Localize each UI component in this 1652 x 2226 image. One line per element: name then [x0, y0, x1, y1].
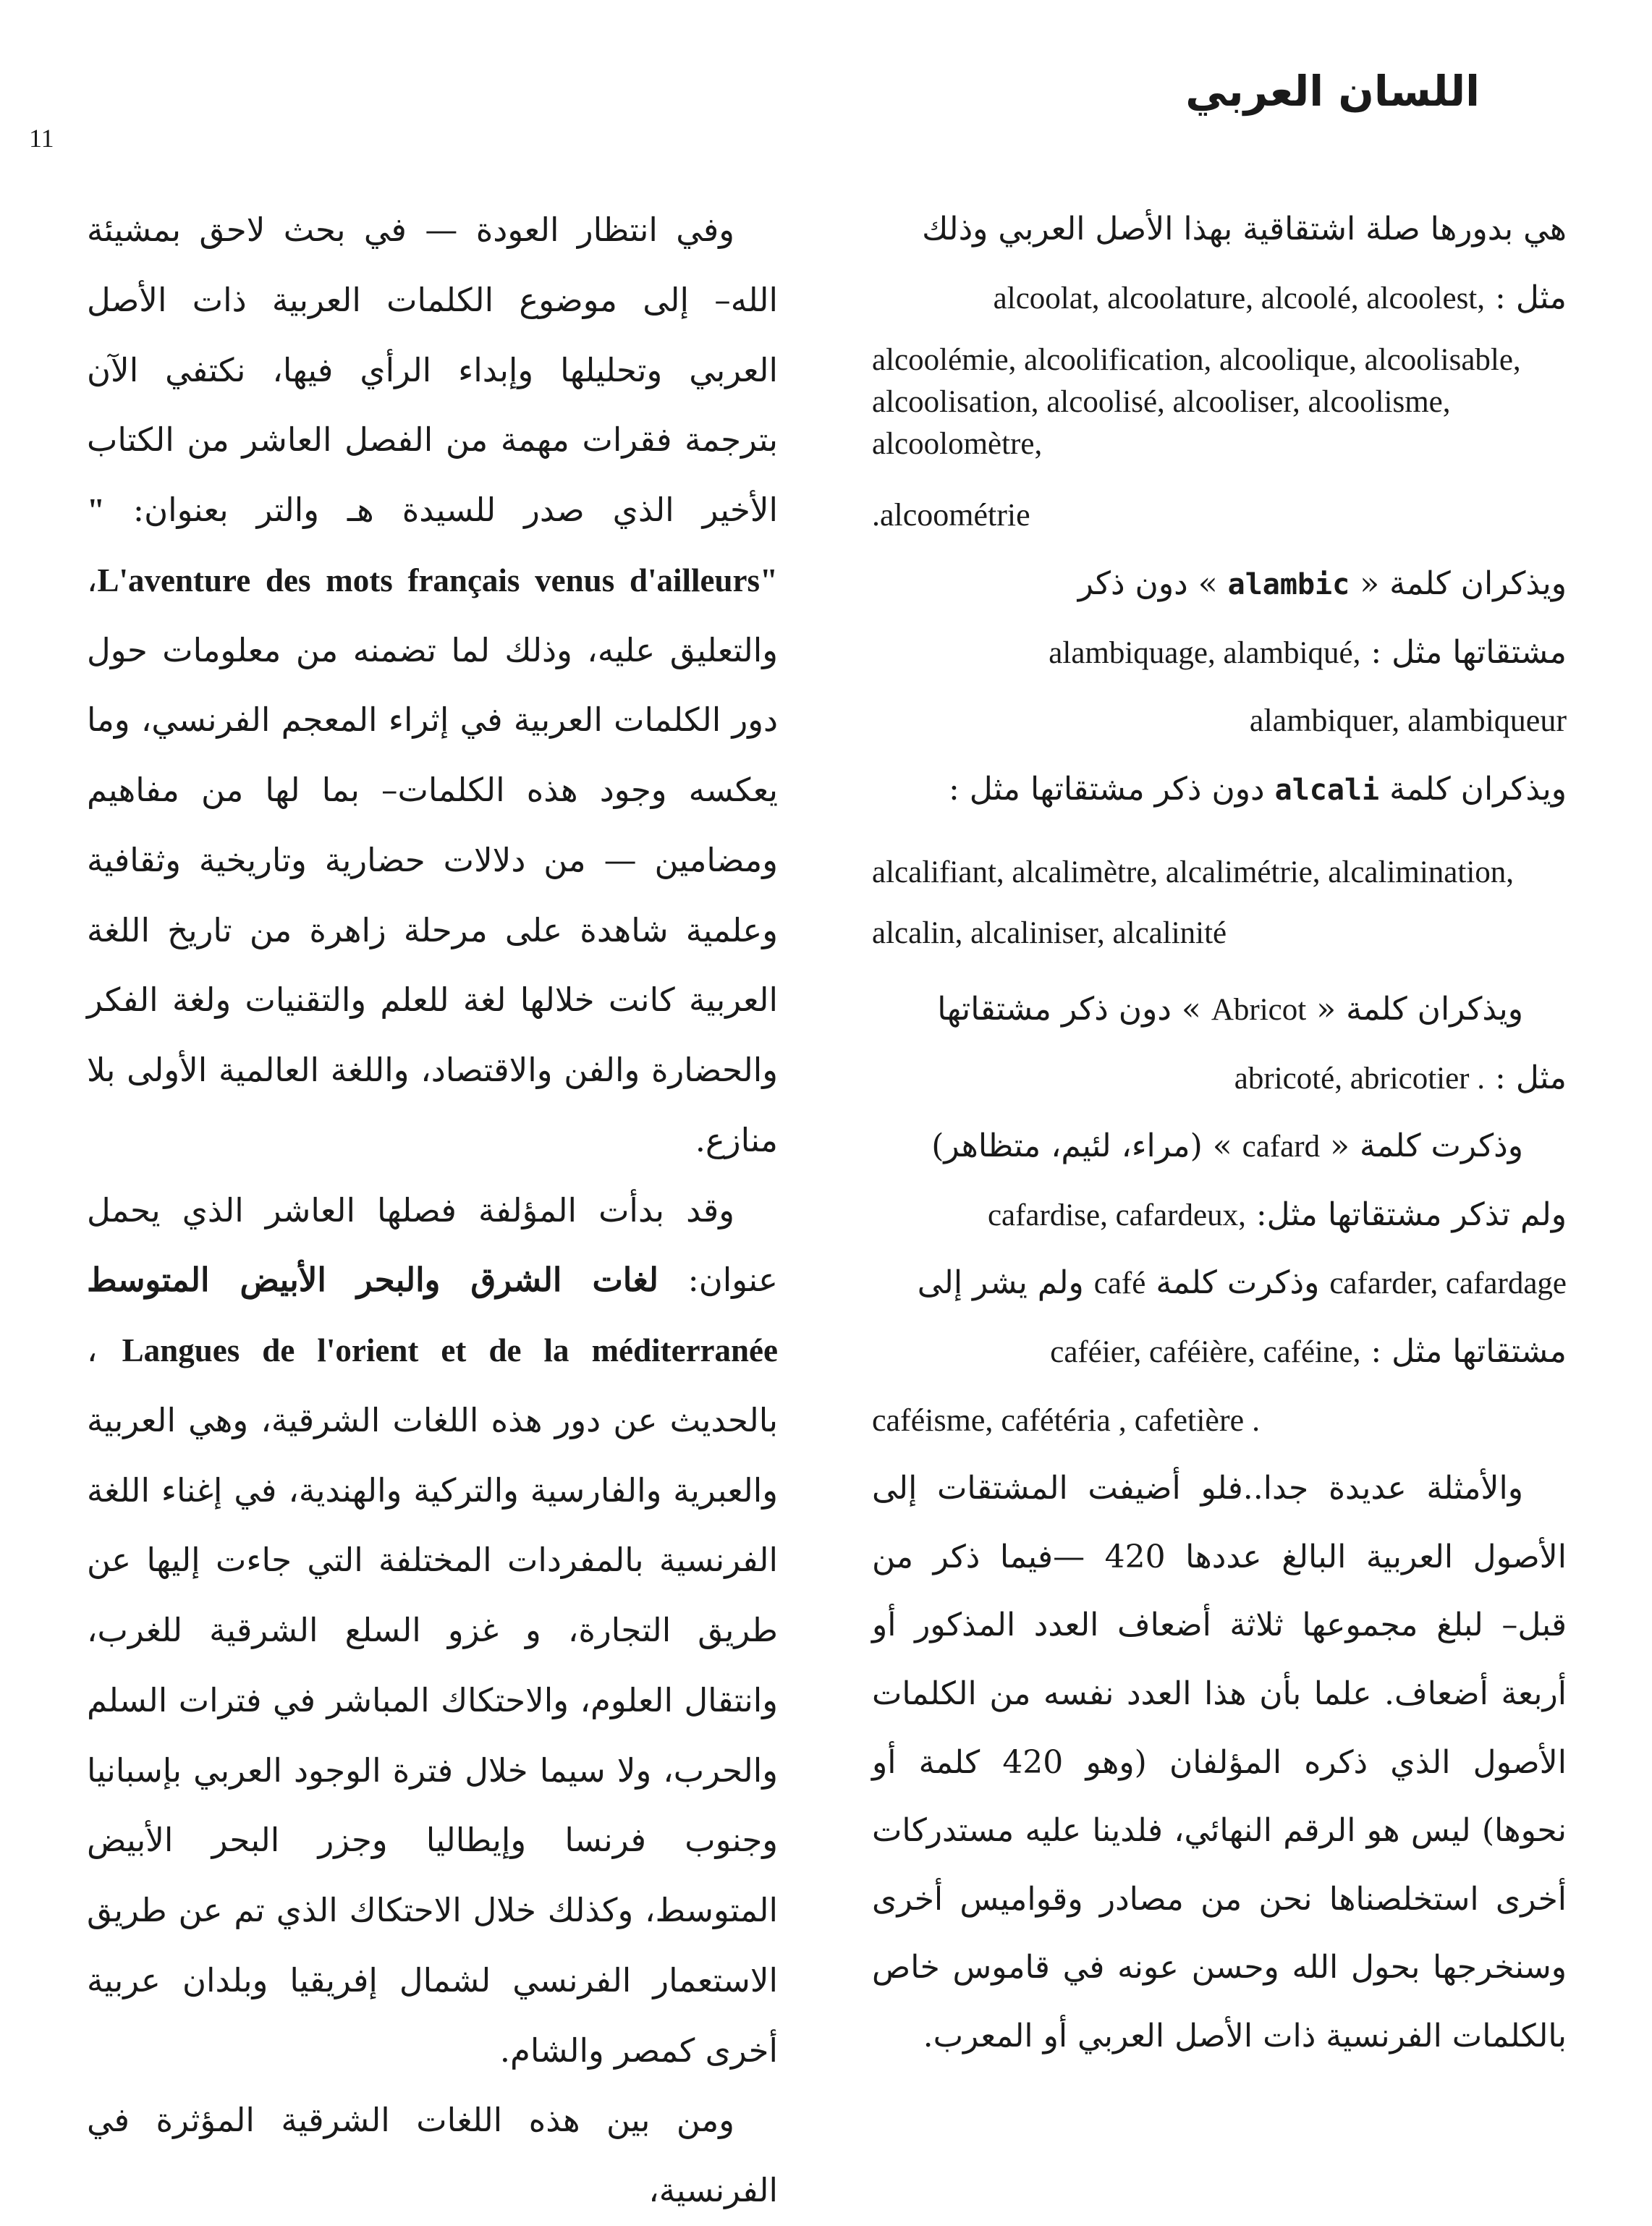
french-term: café — [1093, 1266, 1146, 1301]
paragraph: ولم تذكر مشتقاتها مثل: cafardise, cafardeux, — [987, 1195, 1567, 1233]
paragraph: وقد بدأت المؤلفة فصلها العاشر الذي يحمل عنوان: لغات الشرق والبحر الأبيض المتوسط Langues de l'orient et de la méditerranée ، بالحديث عن دور هذه اللغات الشرقية، وهي العربية والعبرية والفارسية والتركية والهندية، في إغناء اللغة الفرنسية بالمفردات المختلفة التي جاءت إليها عن طريق التجارة، و غزو السلع الشرقية للغرب، وانتقال العلوم، والاحتكاك المباشر في فترات السلم والحرب، ولا سيما خلال فترة الوجود العربي بإسبانيا وجنوب فرنسا وإيطاليا وجزر البحر الأبيض المتوسط، وكذلك خلال الاحتكاك الذي تم عن طريق الاستعمار الفرنسي لشمال إفريقيا وبلدان عربية أخرى كمصر والشام. — [87, 1190, 778, 2070]
paragraph: وذكرت كلمة « cafard » (مراء، لئيم، متظاهر) — [931, 1127, 1523, 1165]
french-term: Abricot — [1211, 992, 1307, 1027]
french-term-list: alcalifiant, alcalimètre, alcalimétrie, alcalimination, alcalin, alcaliniser, alcalinité — [872, 855, 1515, 951]
french-term: cafarder, cafardage — [1329, 1266, 1567, 1301]
paragraph: والأمثلة عديدة جدا..فلو أضيفت المشتقات إلى الأصول العربية البالغ عددها 420 —فيما ذكر من قبل– لبلغ مجموعها ثلاثة أضعاف العدد المذكور أو أربعة أضعاف. علما بأن هذا العدد نفسه من الكلمات الأصول الذي ذكره المؤلفان (وهو 420 كلمة أو نحوها) ليس هو الرقم النهائي، فلدينا عليه مستدركات أخرى استخلصناها نحن من مصادر وقواميس أخرى وسنخرجها بحول الله وحسن عونه في قاموس خاص بالكلمات الفرنسية ذات الأصل العربي أو المعرب. — [872, 1470, 1567, 2054]
chapter-title-french: Langues de l'orient et de la méditerranée — [122, 1332, 778, 1368]
french-term: cafardise, cafardeux, — [987, 1198, 1246, 1232]
french-term-list: alambiquer, alambiqueur — [1249, 703, 1567, 739]
paragraph: مشتقاتها مثل : caféier, caféière, caféine, — [1050, 1332, 1567, 1370]
paragraph: مشتقاتها مثل : alambiquage, alambiqué, — [1049, 633, 1567, 671]
french-term: cafard — [1242, 1130, 1321, 1164]
french-term: abricoté, abricotier . — [1234, 1061, 1486, 1096]
chapter-title: لغات الشرق والبحر الأبيض المتوسط — [87, 1261, 658, 1300]
french-term-list: .alcoométrie — [872, 497, 1030, 533]
french-term: alambic — [1227, 567, 1350, 601]
french-term: alcali — [1274, 773, 1380, 807]
paragraph: وفي انتظار العودة — في بحث لاحق بمشيئة الله– إلى موضوع الكلمات العربية ذات الأصل العربي وتحليلها وإبداء الرأي فيها، نكتفي الآن بترجمة فقرات مهمة من الفصل العاشر من الكتاب الأخير الذي صدر للسيدة هـ والتر بعنوان: " L'aventure des mots français venus d'ailleurs"، والتعليق عليه، وذلك لما تضمنه من معلومات حول دور الكلمات العربية في إثراء المعجم الفرنسي، وما يعكسه وجود هذه الكلمات– بما لها من مفاهيم ومضامين — من دلالات حضارية وتاريخية وثقافية وعلمية شاهدة على مرحلة زاهرة من تاريخ اللغة العربية كانت خلالها لغة للعلم والتقنيات ولغة الفكر والحضارة والفن والاقتصاد، واللغة العالمية الأولى بلا منازع. — [87, 211, 778, 1159]
paragraph: هي بدورها صلة اشتقاقية بهذا الأصل العربي وذلك — [922, 211, 1567, 247]
french-term: caféier, caféière, caféine, — [1050, 1334, 1361, 1369]
french-term: alcoolat, alcoolature, alcoolé, alcoolest, — [993, 281, 1486, 316]
book-title: " L'aventure des mots français venus d'ailleurs" — [87, 492, 778, 598]
paragraph: مثل : abricoté, abricotier . — [1234, 1059, 1567, 1096]
paragraph: ويذكران كلمة « alambic » دون ذكر — [1077, 564, 1567, 602]
journal-title: اللسان العربي — [1185, 67, 1480, 116]
paragraph: ويذكران كلمة alcali دون ذكر مشتقاتها مثل : — [949, 770, 1567, 808]
paragraph: ويذكران كلمة « Abricot » دون ذكر مشتقاتها — [937, 990, 1523, 1028]
right-column — [872, 195, 1567, 2070]
french-term: alambiquage, alambiqué, — [1049, 635, 1361, 670]
paragraph: مثل : alcoolat, alcoolature, alcoolé, alcoolest, — [993, 279, 1567, 316]
paragraph: ومن بين هذه اللغات الشرقية المؤثرة في الفرنسية، — [87, 2101, 778, 2209]
paragraph: cafarder, cafardage وذكرت كلمة café ولم يشر إلى — [917, 1264, 1567, 1302]
left-column — [87, 195, 778, 2226]
french-term-list: caféisme, cafétéria , cafetière . — [872, 1402, 1261, 1438]
page-number: 11 — [29, 124, 54, 153]
french-term-list: alcoolémie, alcoolification, alcoolique, alcoolisable, alcoolisation, alcoolisé, alcooliser, alcoolisme, alcoolomètre, — [872, 343, 1521, 462]
